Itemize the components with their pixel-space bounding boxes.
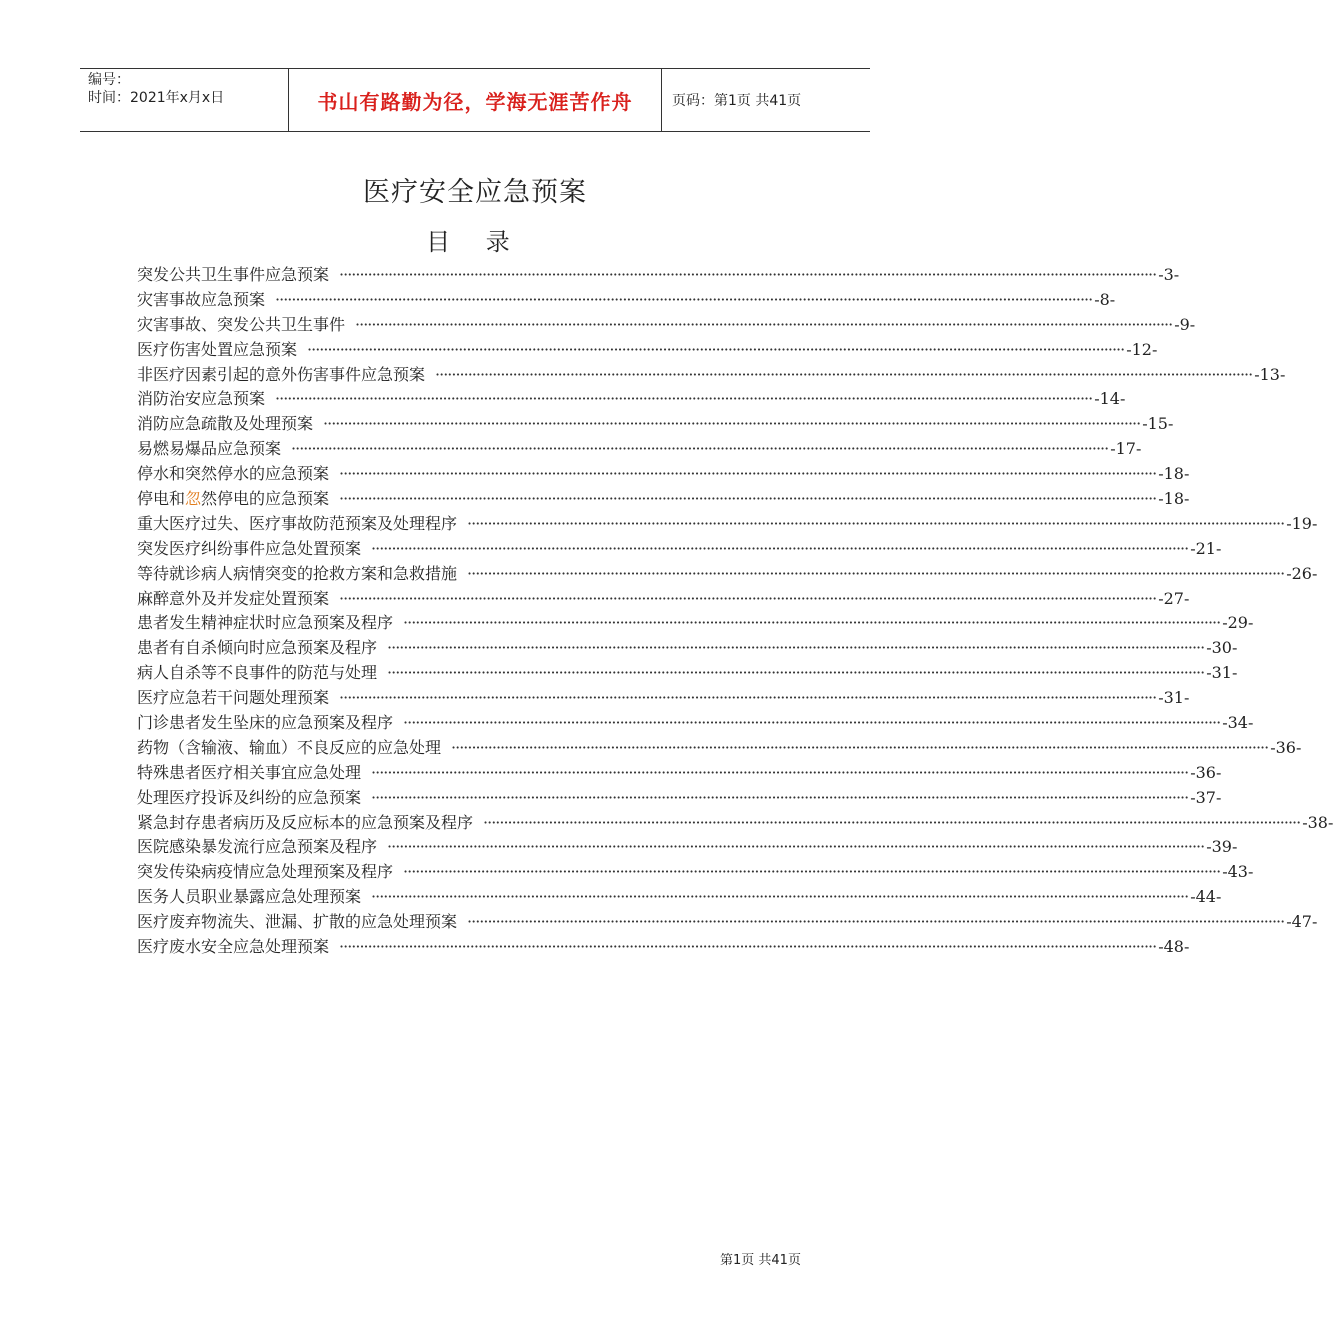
toc-entry[interactable] [137,536,1222,561]
toc-entry-page: -26- [1286,563,1318,583]
toc-entry[interactable] [137,312,1196,337]
table-of-contents [137,262,1333,959]
toc-entry[interactable] [137,436,1142,461]
toc-leader-dots: ········································································································································································································ [339,265,1157,284]
toc-entry-page: -13- [1254,364,1286,384]
toc-leader-dots: ········································································································································································································ [323,414,1141,434]
toc-leader-dots: ········································································································································································································ [291,439,1109,459]
toc-entry-page: -9- [1174,314,1196,334]
toc-entry[interactable] [137,859,1254,884]
toc-entry[interactable] [137,884,1222,909]
number-label: 编号： [88,72,130,88]
toc-entry-page: -30- [1206,638,1238,658]
toc-entry-title: 医院感染暴发流行应急预案及程序 [137,837,378,857]
toc-entry-page: -15- [1142,414,1174,434]
toc-entry-page: -36- [1190,762,1222,782]
toc-entry-page: -8- [1094,289,1116,309]
toc-entry[interactable] [137,909,1318,934]
toc-entry[interactable] [137,586,1190,611]
toc-leader-dots: ········································································································································································································ [371,538,1189,558]
toc-title-part: 然停电的应急预案 [201,489,330,509]
toc-entry-page: -17- [1110,439,1142,459]
toc-leader-dots: ········································································································································································································ [339,688,1157,708]
toc-entry[interactable] [137,411,1174,436]
toc-entry-page: -37- [1190,787,1222,807]
toc-entry-page: -27- [1158,588,1190,608]
toc-entry-page: -12- [1126,339,1158,359]
toc-leader-dots: ········································································································································································································ [307,339,1125,359]
toc-title-part: 停电和 [137,489,186,509]
toc-leader-dots: ········································································································································································································ [435,364,1253,384]
toc-entry[interactable] [137,337,1158,362]
toc-entry-title: 灾害事故应急预案 [137,289,266,309]
toc-entry-title: 医疗废弃物流失、泄漏、扩散的应急处理预案 [137,912,458,932]
toc-entry-title: 紧急封存患者病历及反应标本的应急预案及程序 [137,812,474,832]
toc-entry-title: 突发医疗纠纷事件应急处置预案 [137,538,362,558]
toc-entry-title: 病人自杀等不良事件的防范与处理 [137,663,378,683]
toc-entry[interactable] [137,760,1222,785]
page-header [80,68,870,132]
toc-entry-page: -38- [1302,812,1333,832]
toc-entry-title: 等待就诊病人病情突变的抢救方案和急救措施 [137,563,458,583]
toc-entry-title: 非医疗因素引起的意外伤害事件应急预案 [137,364,426,384]
header-page-info: 页码：第1页 共41页 [672,93,802,109]
toc-entry-title [137,486,329,509]
toc-entry[interactable] [137,685,1190,710]
toc-entry[interactable] [137,635,1238,660]
toc-entry-page: -44- [1190,887,1222,907]
toc-entry-title: 患者发生精神症状时应急预案及程序 [137,613,394,633]
toc-entry[interactable] [137,561,1318,586]
toc-entry-title: 药物（含输液、输血）不良反应的应急处理 [137,737,442,757]
toc-entry-page: -48- [1158,937,1190,957]
toc-entry-page: -14- [1094,389,1126,409]
toc-entry[interactable] [137,262,1180,287]
highlighted-character: 忽 [185,489,202,509]
toc-leader-dots: ········································································································································································································ [483,812,1301,832]
toc-entry[interactable] [137,362,1286,387]
toc-entry-page: -31- [1158,688,1190,708]
toc-entry-title: 灾害事故、突发公共卫生事件 [137,314,346,334]
toc-heading: 目 录 [426,228,524,256]
toc-entry[interactable] [137,785,1222,810]
toc-leader-dots: ········································································································································································································ [467,563,1285,583]
toc-entry[interactable] [137,287,1116,312]
toc-entry-title: 停水和突然停水的应急预案 [137,464,330,484]
toc-leader-dots: ········································································································································································································ [403,862,1221,882]
toc-entry-page: -36- [1270,737,1302,757]
toc-entry-page: -31- [1206,663,1238,683]
toc-entry-page: -43- [1222,862,1254,882]
toc-leader-dots: ········································································································································································································ [371,887,1189,907]
toc-entry-title: 特殊患者医疗相关事宜应急处理 [137,762,362,782]
header-meta [80,69,289,131]
toc-leader-dots: ········································································································································································································ [339,937,1157,957]
toc-entry-title: 突发公共卫生事件应急预案 [137,265,330,284]
toc-entry-page: -29- [1222,613,1254,633]
toc-entry-title: 麻醉意外及并发症处置预案 [137,588,330,608]
toc-entry[interactable] [137,610,1254,635]
toc-leader-dots: ········································································································································································································ [371,787,1189,807]
toc-leader-dots: ········································································································································································································ [339,489,1157,509]
page-footer: 第1页 共41页 [720,1253,801,1268]
toc-entry-title: 重大医疗过失、医疗事故防范预案及处理程序 [137,513,458,533]
toc-leader-dots: ········································································································································································································ [387,663,1205,683]
toc-entry-page: -21- [1190,538,1222,558]
toc-entry-title: 处理医疗投诉及纠纷的应急预案 [137,787,362,807]
toc-entry-page: -47- [1286,912,1318,932]
toc-leader-dots: ········································································································································································································ [467,513,1285,533]
toc-leader-dots: ········································································································································································································ [403,613,1221,633]
toc-leader-dots: ········································································································································································································ [275,289,1093,309]
toc-entry[interactable] [137,810,1333,835]
toc-entry[interactable] [137,511,1318,536]
toc-leader-dots: ········································································································································································································ [339,464,1157,484]
toc-entry-title: 医疗伤害处置应急预案 [137,339,298,359]
toc-entry[interactable] [137,934,1190,959]
time-label: 时间：2021年x月x日 [88,90,225,106]
toc-entry[interactable] [137,486,1190,511]
toc-leader-dots: ········································································································································································································ [371,762,1189,782]
toc-leader-dots: ········································································································································································································ [467,912,1285,932]
toc-entry-page: -39- [1206,837,1238,857]
toc-entry[interactable] [137,834,1238,859]
toc-leader-dots: ········································································································································································································ [387,638,1205,658]
toc-entry-page: -18- [1158,464,1190,484]
toc-leader-dots: ········································································································································································································ [339,588,1157,608]
toc-entry[interactable] [137,660,1238,685]
toc-entry-title: 突发传染病疫情应急处理预案及程序 [137,862,394,882]
header-motto: 书山有路勤为径，学海无涯苦作舟 [289,69,662,131]
toc-leader-dots: ········································································································································································································ [387,837,1205,857]
toc-leader-dots: ········································································································································································································ [355,314,1173,334]
toc-entry-page: -18- [1158,489,1190,509]
toc-entry[interactable] [137,710,1254,735]
document-title: 医疗安全应急预案 [363,177,587,208]
toc-leader-dots: ········································································································································································································ [451,737,1269,757]
toc-entry-page: -34- [1222,713,1254,733]
toc-entry-page: -3- [1158,265,1180,284]
toc-entry-title: 消防应急疏散及处理预案 [137,414,314,434]
toc-entry-title: 医疗废水安全应急处理预案 [137,937,330,957]
toc-entry[interactable] [137,461,1190,486]
toc-entry-title: 患者有自杀倾向时应急预案及程序 [137,638,378,658]
toc-entry-title: 消防治安应急预案 [137,389,266,409]
toc-entry[interactable] [137,735,1302,760]
toc-entry-title: 医疗应急若干问题处理预案 [137,688,330,708]
toc-leader-dots: ········································································································································································································ [403,713,1221,733]
toc-entry-title: 易燃易爆品应急预案 [137,439,282,459]
toc-entry-title: 医务人员职业暴露应急处理预案 [137,887,362,907]
toc-entry[interactable] [137,386,1126,411]
toc-entry-title: 门诊患者发生坠床的应急预案及程序 [137,713,394,733]
toc-leader-dots: ········································································································································································································ [275,389,1093,409]
toc-entry-page: -19- [1286,513,1318,533]
